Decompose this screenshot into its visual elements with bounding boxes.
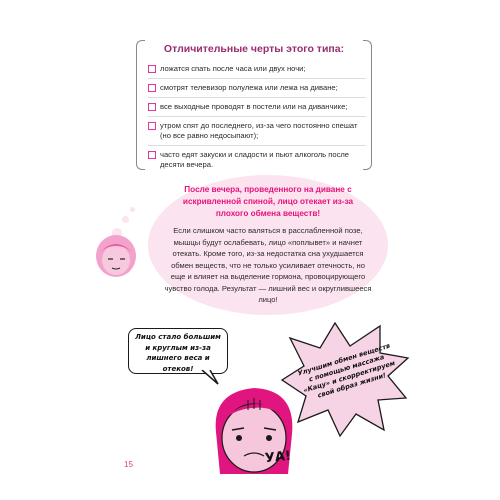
traits-title: Отличительные черты этого типа: [163,43,345,55]
traits-box [136,40,372,168]
thought-dot [130,207,135,212]
box-left-bracket [136,40,145,170]
list-item: часто едят закуски и сладости и пьют алкоголь после десяти вечера. [148,150,366,174]
traits-list [148,64,366,178]
checkbox-icon [148,151,156,159]
exclaim-text: УА! [264,448,292,467]
speech-text: Лицо стало большим и круглым из-за лишнего веса и отеков! [135,333,221,373]
checkbox-icon [148,122,156,130]
page-number: 15 [124,460,133,469]
burst-text: Улучшим обмен веществ с помощью массажа «Кацу» и скорректируем свой образ жизни! [296,341,396,400]
list-item: утром спят до последнего, из-за чего постоянно спешат (но все равно недосыпают); [148,121,366,146]
bubble-headline: После вечера, проведенного на диване с искривленной спиной, лицо отекает из-за плохого обмена веществ! [182,185,354,218]
sleepy-face-icon [95,234,137,280]
bubble-body-text: Если слишком часто валяться в расслабленной позе, мышцы будут ослабевать, лицо «поплывет» и начнет отекать. Кроме того, из-за недостатка сна ухудшается обмен веществ, что не только усиливает отечность, но еще и влияет на выделение гормона, провоцирующего чувство голода. Результат — лишний вес и округлившееся лицо! [164,226,372,304]
list-item: смотрят телевизор полулежа или лежа на диване; [148,83,366,98]
crying-face-icon [208,380,300,480]
thought-dot [122,216,129,223]
checkbox-icon [148,84,156,92]
list-item: все выходные проводят в постели или на диванчике; [148,102,366,117]
list-item: ложатся спать после часа или двух ночи; [148,64,366,79]
checkbox-icon [148,103,156,111]
checkbox-icon [148,65,156,73]
